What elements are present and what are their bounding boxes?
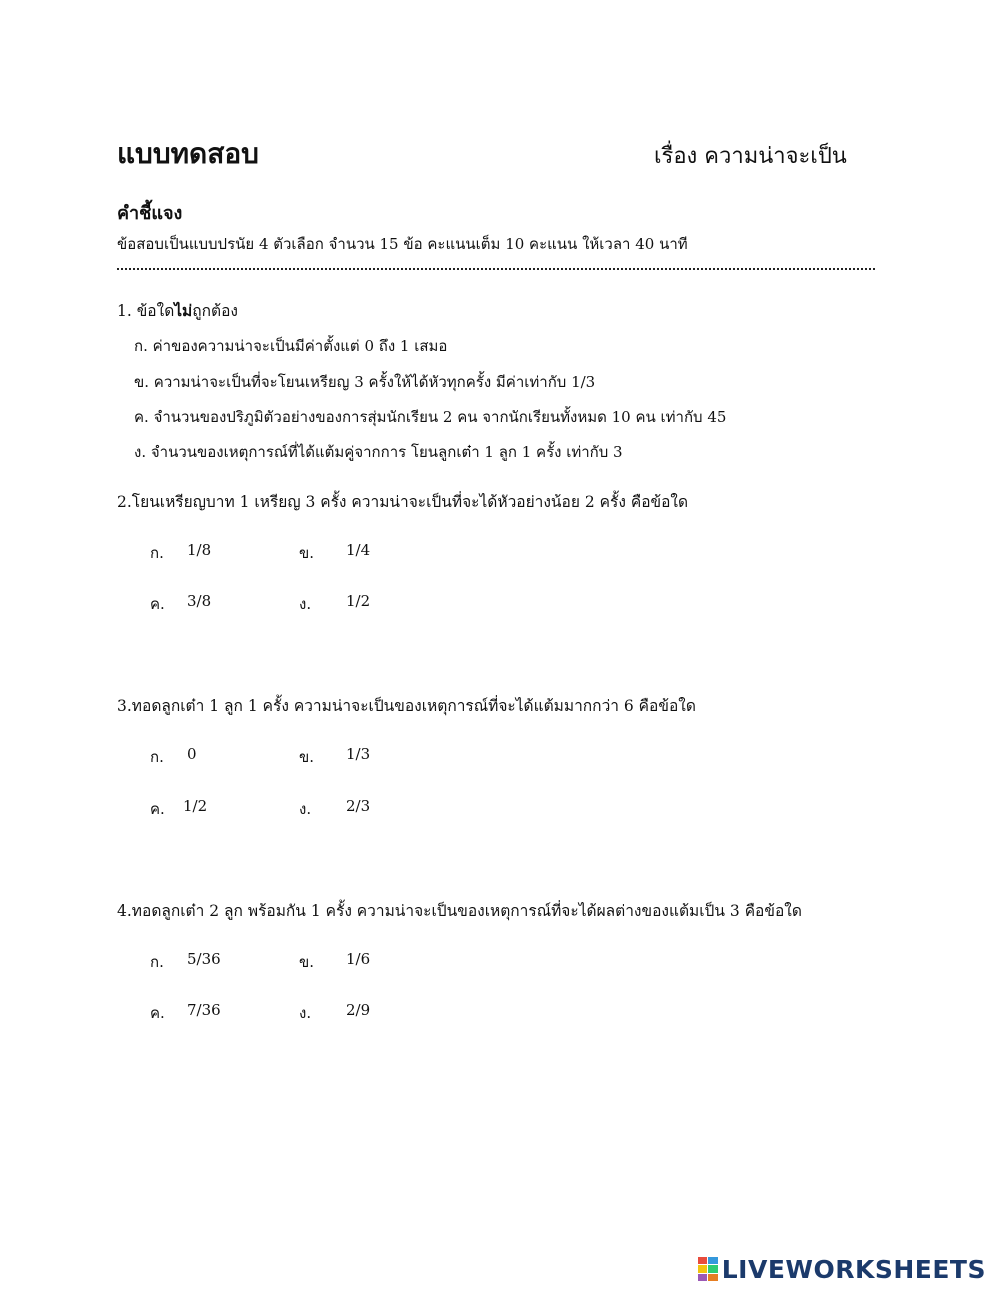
- question-3-choice[interactable]: ค. 1/2: [150, 797, 208, 818]
- question-1-prefix: 1. ข้อใด: [117, 302, 175, 320]
- question-1-option[interactable]: ข. ความน่าจะเป็นที่จะโยนเหรียญ 3 ครั้งให้ได้หัวทุกครั้ง มีค่าเท่ากับ 1/3: [134, 373, 596, 391]
- question-4-choice[interactable]: ก. 5/36: [150, 950, 221, 971]
- instructions-text: ข้อสอบเป็นแบบปรนัย 4 ตัวเลือก จำนวน 15 ข้อ คะแนนเต็ม 10 คะแนน ให้เวลา 40 นาที: [117, 235, 688, 253]
- instructions-heading: คำชี้แจง: [117, 203, 183, 224]
- question-4-choice[interactable]: ค. 7/36: [150, 1001, 221, 1022]
- question-3-choice[interactable]: ข. 1/3: [299, 745, 371, 766]
- question-3: 3.ทอดลูกเต๋า 1 ลูก 1 ครั้ง ความน่าจะเป็นของเหตุการณ์ที่จะได้แต้มมากกว่า 6 คือข้อใด: [117, 697, 696, 715]
- logo-text: LIVEWORKSHEETS: [721, 1254, 986, 1284]
- question-2-choice[interactable]: ค. 3/8: [150, 592, 212, 613]
- question-2: 2.โยนเหรียญบาท 1 เหรียญ 3 ครั้ง ความน่าจะเป็นที่จะได้หัวอย่างน้อย 2 ครั้ง คือข้อใด: [117, 493, 689, 511]
- question-1-option[interactable]: ก. ค่าของความน่าจะเป็นมีค่าตั้งแต่ 0 ถึง 1 เสมอ: [134, 337, 448, 355]
- question-2-choice[interactable]: ง. 1/2: [299, 592, 371, 613]
- topic-title: เรื่อง ความน่าจะเป็น: [654, 144, 847, 169]
- question-4-choice[interactable]: ง. 2/9: [299, 1001, 371, 1022]
- question-3-choice[interactable]: ง. 2/3: [299, 797, 371, 818]
- question-1-option[interactable]: ค. จำนวนของปริภูมิตัวอย่างของการสุ่มนักเรียน 2 คน จากนักเรียนทั้งหมด 10 คน เท่ากับ 45: [134, 408, 727, 426]
- question-3-choice[interactable]: ก. 0: [150, 745, 197, 766]
- page-title: แบบทดสอบ: [117, 137, 259, 170]
- question-1-emphasis: ไม่: [174, 301, 193, 320]
- question-4-choice[interactable]: ข. 1/6: [299, 950, 371, 971]
- question-2-choice[interactable]: ก. 1/8: [150, 541, 212, 562]
- question-4: 4.ทอดลูกเต๋า 2 ลูก พร้อมกัน 1 ครั้ง ความน่าจะเป็นของเหตุการณ์ที่จะได้ผลต่างของแต้มเป็น 3 คือข้อใด: [117, 902, 802, 920]
- question-1: [117, 298, 238, 323]
- question-1-option[interactable]: ง. จำนวนของเหตุการณ์ที่ได้แต้มคู่จากการ โยนลูกเต๋า 1 ลูก 1 ครั้ง เท่ากับ 3: [134, 443, 623, 461]
- liveworksheets-logo[interactable]: [698, 1254, 986, 1284]
- question-1-suffix: ถูกต้อง: [192, 302, 238, 320]
- logo-blocks-icon: [698, 1257, 718, 1281]
- question-2-choice[interactable]: ข. 1/4: [299, 541, 371, 562]
- dotted-divider: [117, 268, 875, 270]
